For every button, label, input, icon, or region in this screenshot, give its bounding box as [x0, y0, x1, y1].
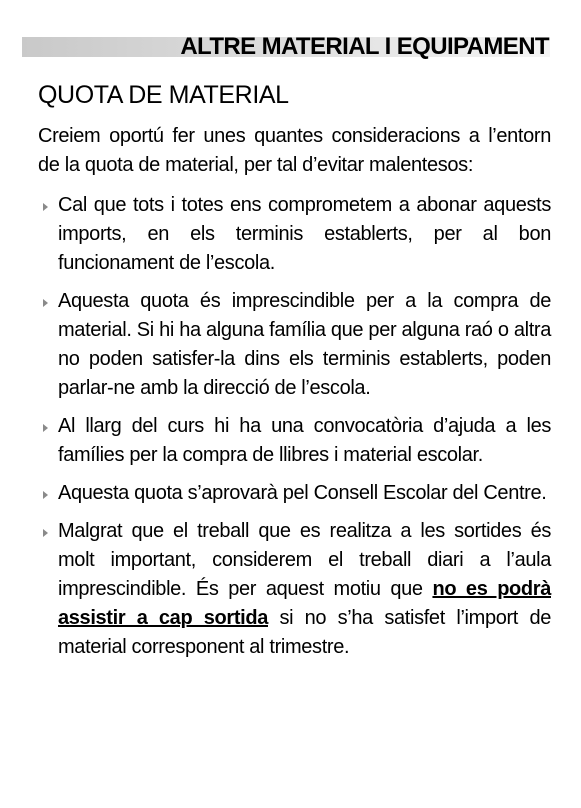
list-item-text: Aquesta quota s’aprovarà pel Consell Escolar del Centre.: [58, 482, 547, 504]
list-item-text: Aquesta quota és imprescindible per a la compra de material. Si hi ha alguna família que per alguna raó o altra no poden satisfer-la dins els terminis establerts, poden parlar-ne amb la direcció de l’escola.: [58, 290, 551, 399]
section-title: QUOTA DE MATERIAL: [38, 81, 289, 109]
list-item: [38, 191, 551, 278]
list-item: [38, 479, 551, 508]
list-item-text: Al llarg del curs hi ha una convocatòria d’ajuda a les famílies per la compra de llibres i material escolar.: [58, 415, 551, 466]
intro-paragraph: Creiem oportú fer unes quantes consideracions a l’entorn de la quota de material, per tal d’evitar malentesos:: [38, 125, 551, 176]
list-item: [38, 412, 551, 470]
bullet-arrow-icon: [43, 491, 48, 499]
bullet-arrow-icon: [43, 203, 48, 211]
bullet-arrow-icon: [43, 299, 48, 307]
emphasized-warning: no es podrà assistir a cap sortida: [58, 578, 551, 629]
document-body: [38, 122, 551, 671]
page-title: ALTRE MATERIAL I EQUIPAMENT: [180, 33, 549, 60]
list-item: [38, 287, 551, 403]
list-item-text-after: si no s’ha satisfet l’import de material corresponent al trimestre.: [58, 607, 551, 658]
bullet-arrow-icon: [43, 529, 48, 537]
bullet-arrow-icon: [43, 424, 48, 432]
list-item-text: Cal que tots i totes ens comprometem a abonar aquests imports, en els terminis establerts, per al bon funcionament de l’escola.: [58, 194, 551, 274]
list-item-text-before: Malgrat que el treball que es realitza a les sortides és molt important, considerem el treball diari a l’aula imprescindible. És per aquest motiu que: [58, 520, 551, 600]
list-item: [38, 517, 551, 662]
bullet-list: [38, 191, 551, 662]
